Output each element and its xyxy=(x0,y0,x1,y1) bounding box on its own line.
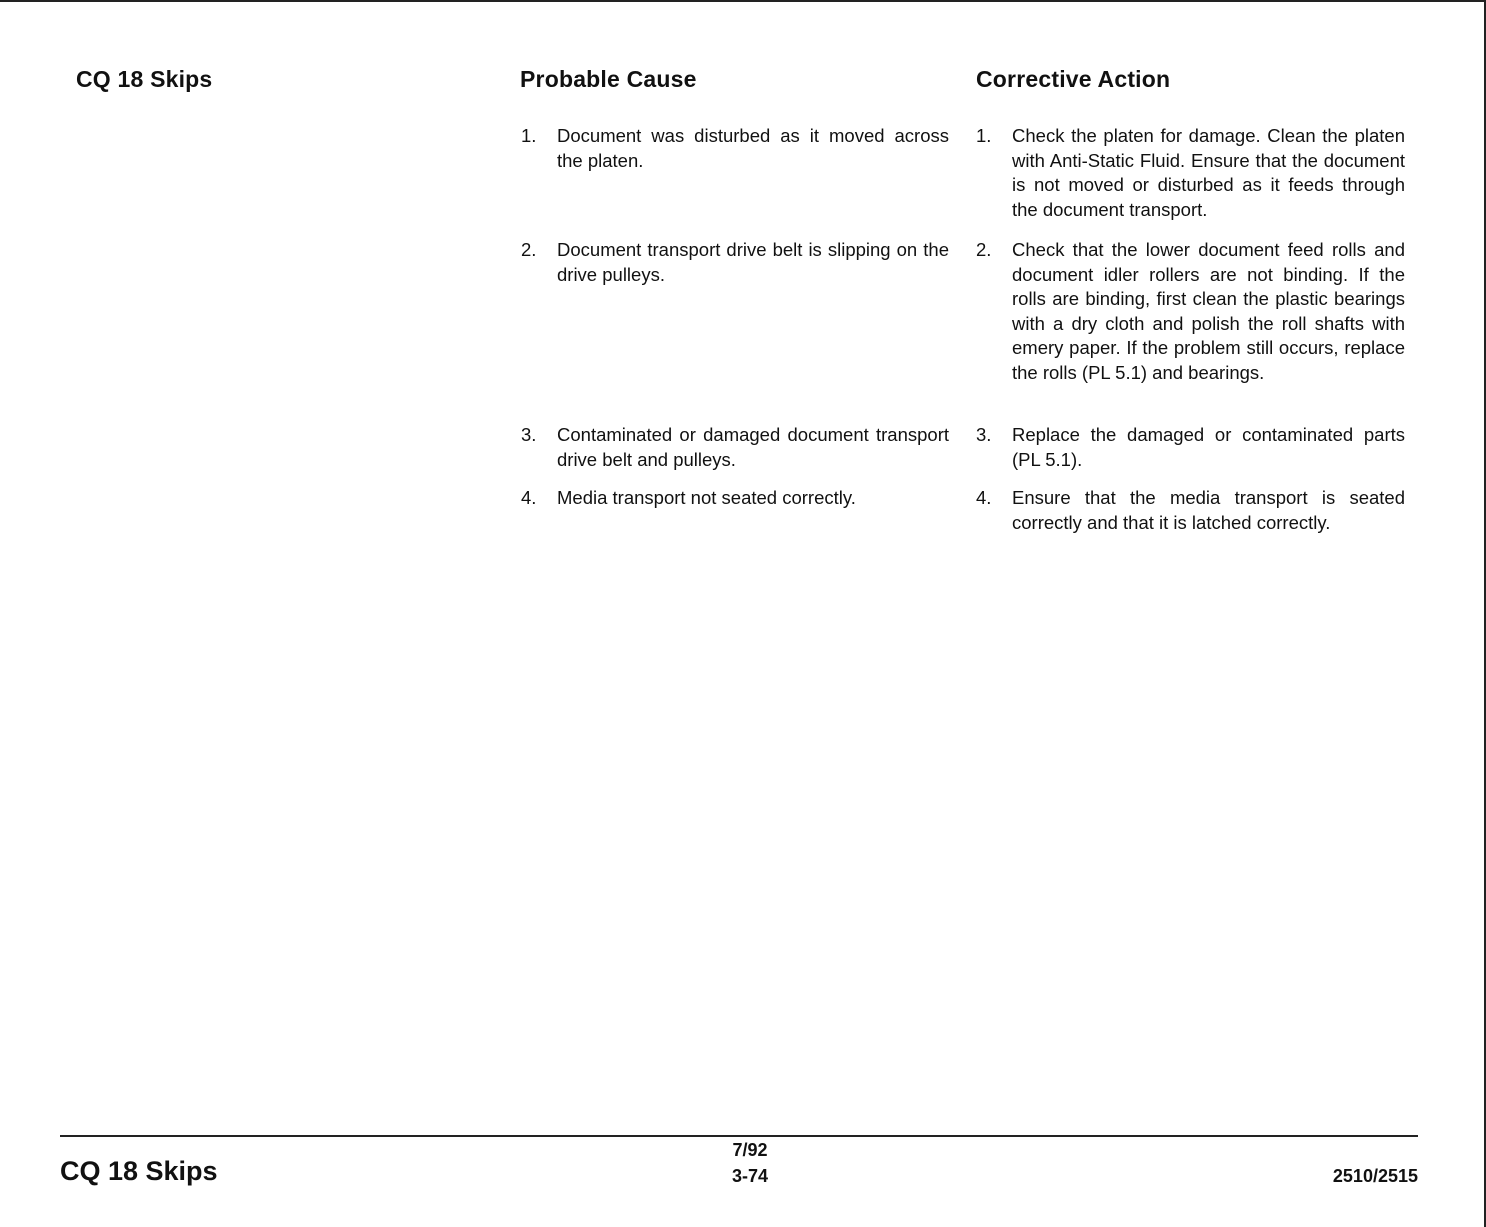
probable-cause-heading: Probable Cause xyxy=(520,66,697,92)
footer-title: CQ 18 Skips xyxy=(60,1156,218,1186)
cause-text: Document was disturbed as it moved across the platen. xyxy=(557,125,949,171)
corrective-action-heading: Corrective Action xyxy=(976,66,1171,92)
action-text: Replace the damaged or contaminated parts (PL 5.1). xyxy=(1012,424,1405,470)
cause-text: Contaminated or damaged document transport drive belt and pulleys. xyxy=(557,424,949,470)
section-title: CQ 18 Skips xyxy=(76,66,213,92)
footer-date: 7/92 xyxy=(732,1140,768,1160)
cause-text: Media transport not seated correctly. xyxy=(557,487,856,508)
cause-text: Document transport drive belt is slipping on the drive pulleys. xyxy=(557,239,949,285)
cause-number: 2. xyxy=(521,239,537,260)
page-border-top xyxy=(0,0,1486,2)
action-number: 1. xyxy=(976,125,992,146)
cause-number: 3. xyxy=(521,424,537,445)
action-number: 2. xyxy=(976,239,992,260)
action-number: 3. xyxy=(976,424,992,445)
footer-model: 2510/2515 xyxy=(1332,1166,1418,1186)
action-number: 4. xyxy=(976,487,992,508)
action-text: Check that the lower document feed rolls and document idler rollers are not binding. If the rolls are binding, first clean the plastic bearings with a dry cloth and polish the roll shafts with emery paper. If the problem still occurs, replace the rolls (PL 5.1) and bearings. xyxy=(1012,239,1405,383)
action-text: Ensure that the media transport is seated correctly and that it is latched correctly. xyxy=(1012,487,1405,533)
cause-number: 1. xyxy=(521,125,537,146)
footer-rule xyxy=(60,1135,1418,1137)
footer-page-number: 3-74 xyxy=(731,1166,769,1186)
cause-number: 4. xyxy=(521,487,537,508)
action-text: Check the platen for damage. Clean the platen with Anti-Static Fluid. Ensure that the document is not moved or disturbed as it feeds through the document transport. xyxy=(1012,125,1405,220)
